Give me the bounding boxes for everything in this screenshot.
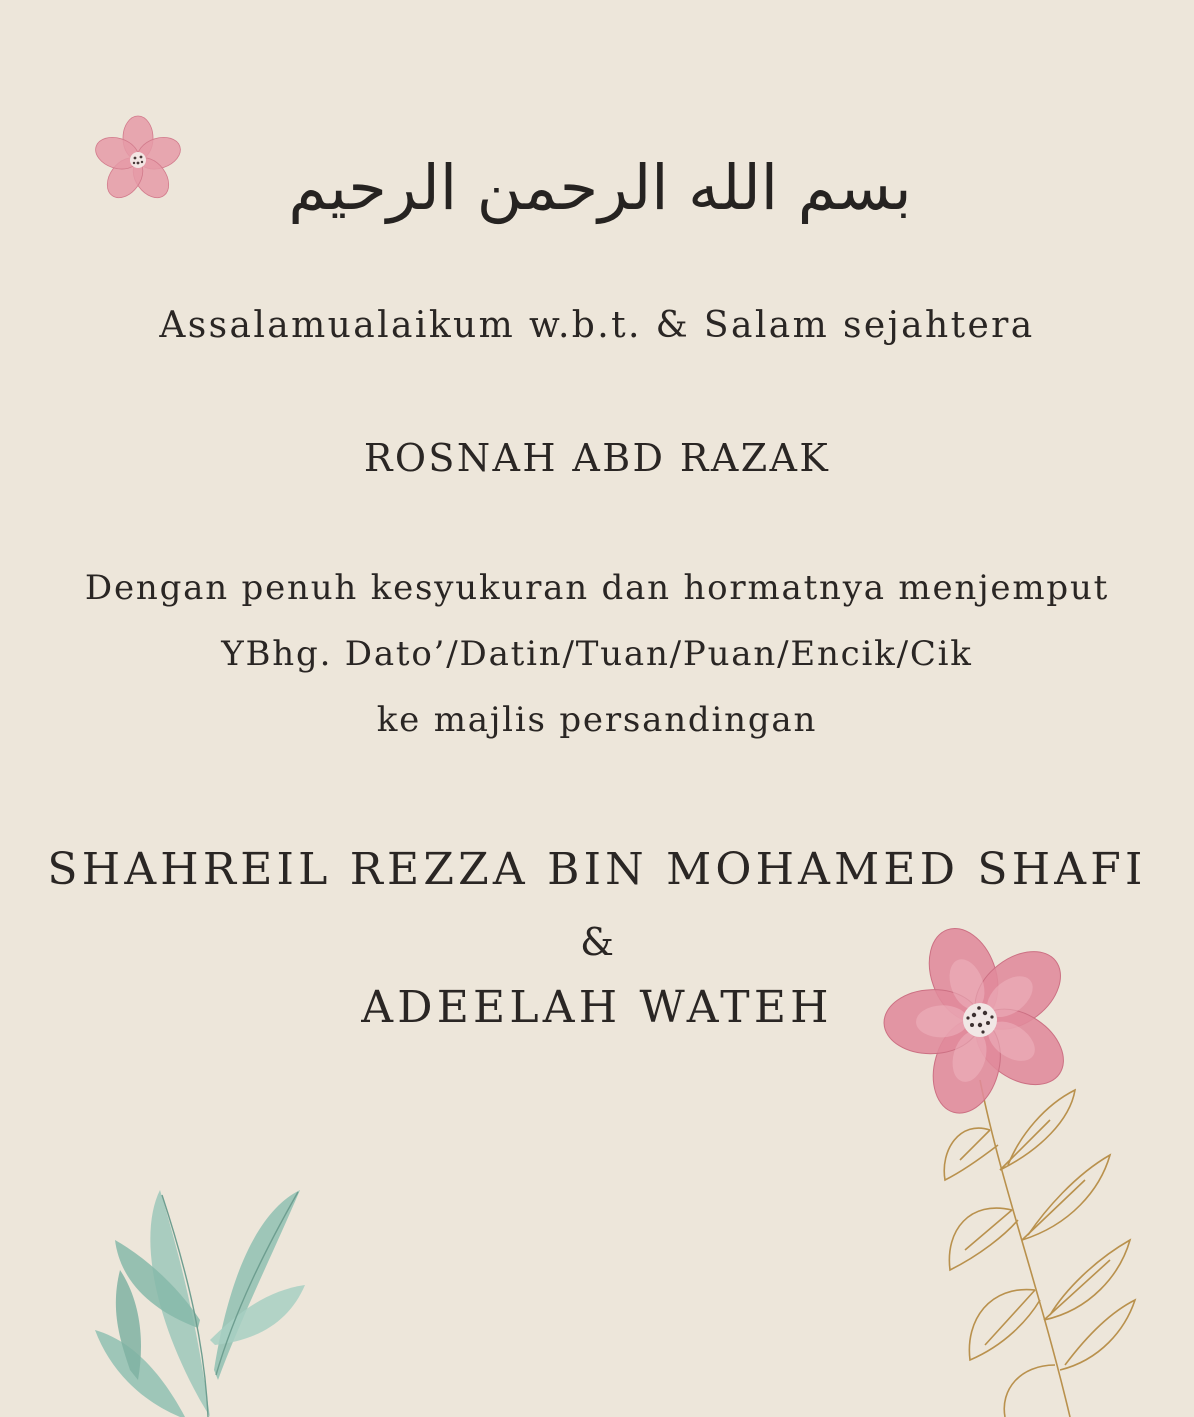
host-name: ROSNAH ABD RAZAK [363, 436, 831, 480]
bride-name: ADEELAH WATEH [361, 982, 833, 1033]
groom-name: SHAHREIL REZZA BIN MOHAMED SHAFI [47, 844, 1147, 895]
ampersand: & [580, 920, 614, 964]
invitation-line-2: YBhg. Dato’/Datin/Tuan/Puan/Encik/Cik [221, 634, 973, 674]
bismillah-calligraphy: بسم الله الرحمن الرحيم [288, 151, 912, 224]
invitation-line-1: Dengan penuh kesyukuran dan hormatnya menjemput [84, 568, 1110, 608]
greeting: Assalamualaikum w.b.t. & Salam sejahtera [159, 305, 1035, 346]
invitation-line-3: ke majlis persandingan [376, 700, 818, 740]
pink-flower-icon [90, 112, 186, 208]
large-pink-flower-icon [880, 920, 1080, 1120]
green-leaves-icon [90, 1170, 310, 1417]
